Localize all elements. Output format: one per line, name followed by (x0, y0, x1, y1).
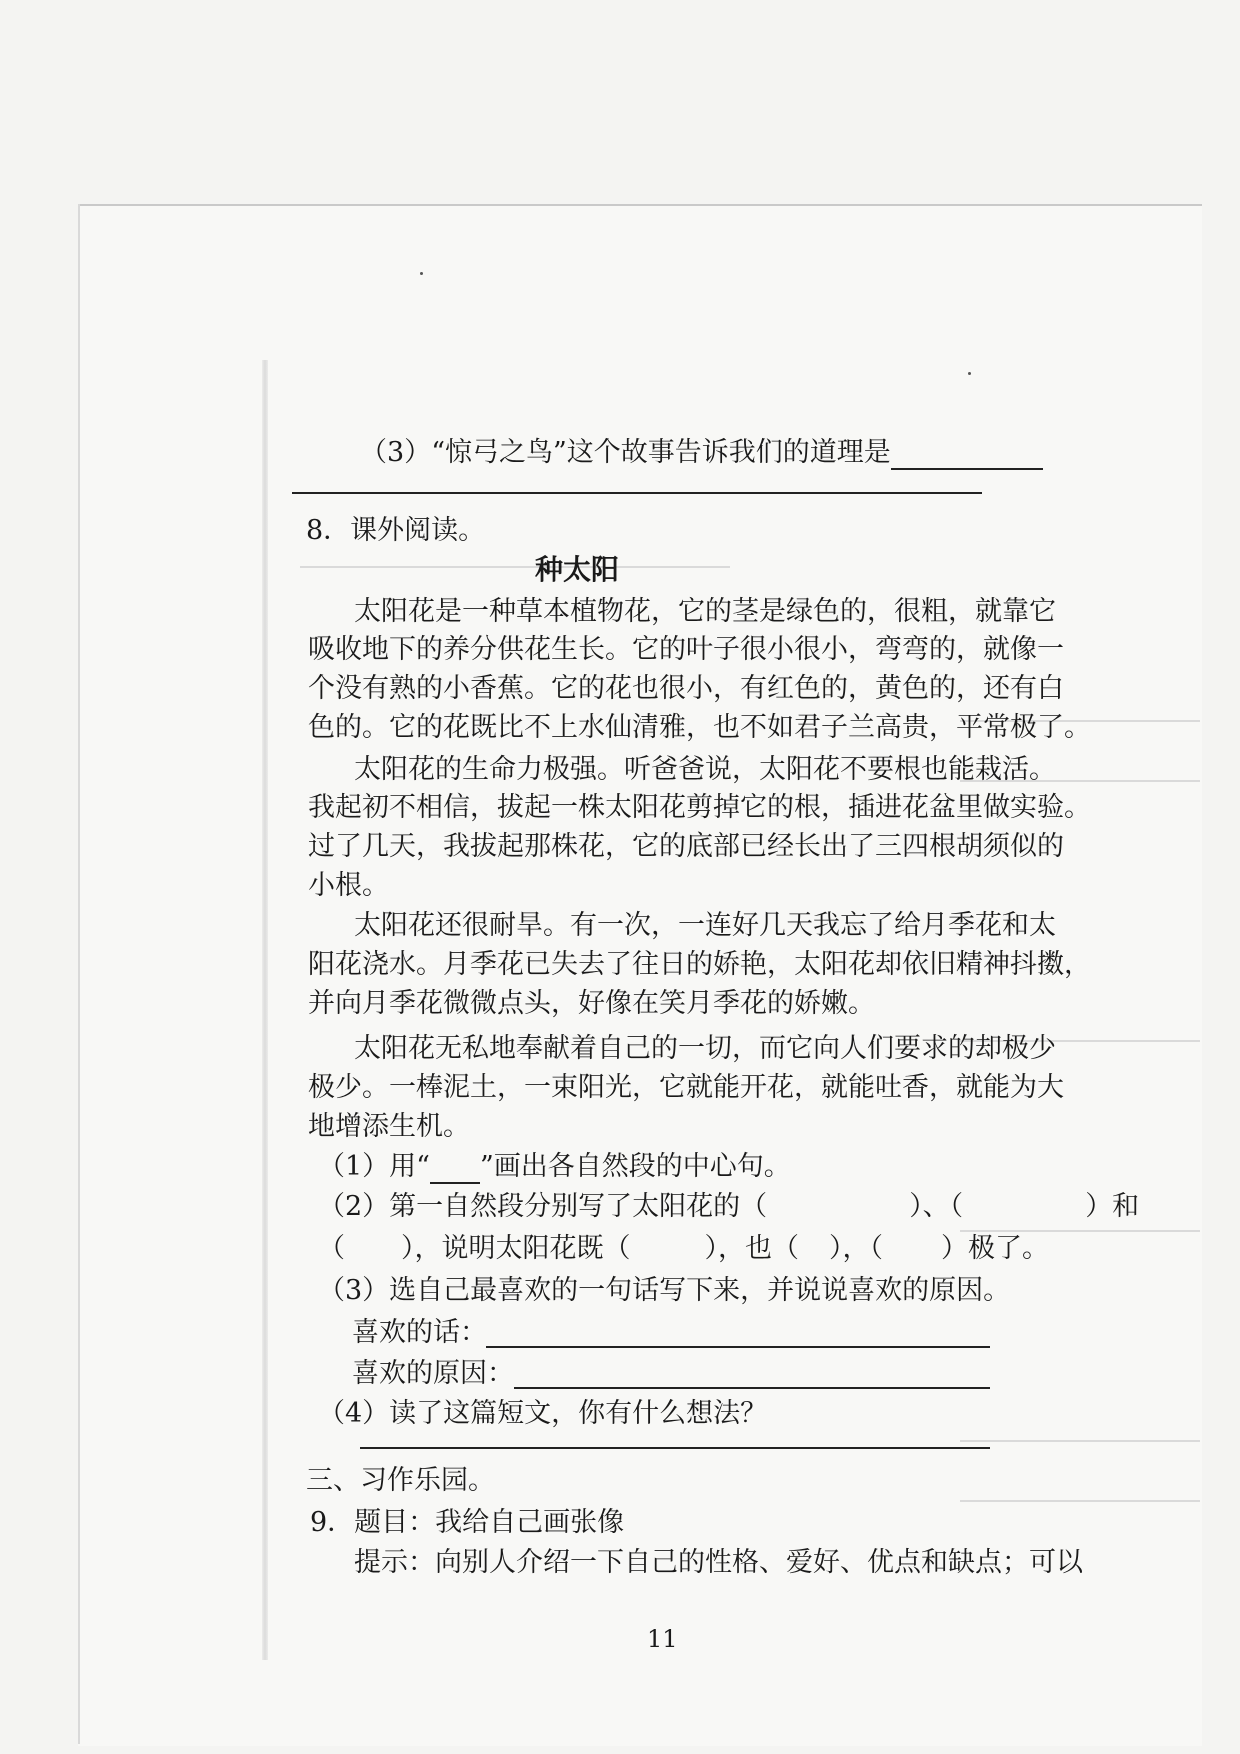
passage-line: 小根。 (308, 870, 389, 901)
q8-2-text: （2）第一自然段分别写了太阳花的（ (318, 1191, 768, 1222)
q7-3-text: “惊弓之鸟”这个故事告诉我们的道理是 (431, 437, 891, 468)
q8-2-line1 (318, 1190, 1139, 1224)
q8-2-line2 (318, 1232, 1049, 1266)
q7-3-question (360, 436, 1043, 470)
q8-1-text-a: （1）用“ (318, 1151, 430, 1182)
passage-line: 太阳花无私地奉献着自己的一切，而它向人们要求的却极少 (354, 1033, 1056, 1064)
speck (420, 272, 423, 275)
q8-2-text: ）极了。 (941, 1233, 1049, 1264)
reason-label: 喜欢的原因： (352, 1358, 514, 1389)
answer-line[interactable] (360, 1447, 990, 1449)
q9-hint: 提示：向别人介绍一下自己的性格、爱好、优点和缺点；可以 (354, 1547, 1083, 1578)
favorite-sentence-line[interactable] (486, 1346, 990, 1348)
q7-3-number: （3） (360, 437, 432, 468)
passage-line: 过了几天，我拔起那株花，它的底部已经长出了三四根胡须似的 (308, 831, 1064, 862)
passage-line: 太阳花的生命力极强。听爸爸说，太阳花不要根也能栽活。 (354, 754, 1056, 785)
bleed-through (960, 1500, 1200, 1502)
passage-line: 色的。它的花既比不上水仙清雅，也不如君子兰高贵，平常极了。 (308, 712, 1091, 743)
section-heading: 三、习作乐园。 (306, 1465, 495, 1496)
bleed-through (300, 566, 730, 568)
q8-1-question (318, 1150, 791, 1184)
passage-line: 并向月季花微微点头，好像在笑月季花的娇嫩。 (308, 988, 875, 1019)
passage-line: 吸收地下的养分供花生长。它的叶子很小很小，弯弯的，就像一 (308, 634, 1064, 665)
q9-title: 9．题目：我给自己画张像 (310, 1507, 625, 1538)
passage-line: 太阳花还很耐旱。有一次，一连好几天我忘了给月季花和太 (354, 910, 1056, 941)
answer-line[interactable] (292, 492, 982, 494)
reason-line[interactable] (514, 1387, 990, 1389)
q8-1-text-b: ”画出各自然段的中心句。 (479, 1151, 791, 1182)
q8-2-text: （ (318, 1233, 345, 1264)
speck (968, 372, 971, 375)
binding-fold (262, 360, 268, 1660)
q8-4-question: （4）读了这篇短文，你有什么想法？ (318, 1398, 768, 1429)
favorite-sentence-label: 喜欢的话： (352, 1317, 487, 1348)
q8-3-question: （3）选自己最喜欢的一句话写下来，并说说喜欢的原因。 (318, 1275, 1011, 1306)
underline-sample (430, 1152, 480, 1184)
q8-2-text: ），也（ (704, 1233, 799, 1264)
q8-2-text: ）、（ (909, 1191, 964, 1222)
passage-line: 我起初不相信，拔起一株太阳花剪掉它的根，插进花盆里做实验。 (308, 792, 1091, 823)
passage-title: 种太阳 (535, 553, 620, 586)
q8-heading: 8．课外阅读。 (306, 515, 486, 546)
passage-line: 个没有熟的小香蕉。它的花也很小，有红色的，黄色的，还有白 (308, 673, 1064, 704)
q8-2-text: ），说明太阳花既（ (401, 1233, 631, 1264)
passage-line: 阳花浇水。月季花已失去了往日的娇艳，太阳花却依旧精神抖擞， (308, 949, 1091, 980)
passage-line: 太阳花是一种草本植物花，它的茎是绿色的，很粗，就靠它 (354, 596, 1056, 627)
answer-blank[interactable] (891, 438, 1043, 470)
sheet-edge (78, 204, 80, 1744)
page-number: 11 (647, 1625, 678, 1653)
passage-line: 地增添生机。 (308, 1111, 470, 1142)
bleed-through (960, 1440, 1200, 1442)
q8-2-text: ）和 (1085, 1191, 1140, 1222)
q8-2-text: ），（ (829, 1233, 883, 1264)
passage-line: 极少。一棒泥土，一束阳光，它就能开花，就能吐香，就能为大 (308, 1072, 1064, 1103)
